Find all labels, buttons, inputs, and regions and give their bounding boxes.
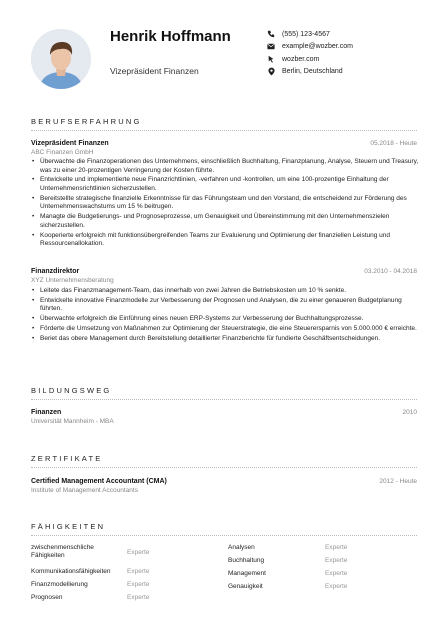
skills-column-left — [31, 543, 211, 605]
skill-level: Experte — [127, 594, 150, 601]
skill-name: Prognosen — [31, 594, 63, 601]
list-item: • Kooperierte erfolgreich mit funktionsübergreifenden Teams zur Evaluierung und Optimierung der finanziellen Leistung und Ressourcenallokation. — [31, 232, 421, 249]
skill-level: Experte — [127, 568, 150, 575]
skill-name: Genauigkeit — [228, 583, 263, 590]
skill-level: Experte — [325, 583, 348, 590]
skill-item — [228, 556, 418, 569]
skill-level: Experte — [325, 544, 348, 551]
skill-item — [228, 543, 418, 556]
list-item: • Managte die Budgetierungs- und Prognoseprozesse, um Genauigkeit und Übereinstimmung mit den Unternehmenszielen sicherzustellen. — [31, 213, 421, 230]
candidate-title: Vizepräsident Finanzen — [110, 66, 199, 76]
contact-location — [266, 66, 353, 79]
job-company: ABC Finanzen GmbH — [31, 149, 94, 156]
skills-divider — [31, 535, 417, 536]
skill-level: Experte — [325, 557, 348, 564]
envelope-icon — [266, 42, 276, 52]
contact-phone — [266, 28, 353, 41]
link-icon — [266, 54, 276, 64]
education-heading: BILDUNGSWEG — [31, 386, 112, 395]
skill-name: Kommunikationsfähigkeiten — [31, 568, 111, 575]
skills-column-right — [228, 543, 418, 595]
skill-item — [31, 566, 211, 579]
education-divider — [31, 399, 417, 400]
candidate-name: Henrik Hoffmann — [110, 28, 231, 45]
profile-photo — [31, 29, 91, 89]
experience-heading: BERUFSERFAHRUNG — [31, 117, 142, 126]
certificate-issuer: Institute of Management Accountants — [31, 487, 138, 494]
certificate-date: 2012 - Heute — [379, 478, 417, 485]
education-date: 2010 — [402, 409, 417, 416]
skill-name: Management — [228, 570, 266, 577]
skill-item — [228, 582, 418, 595]
experience-divider — [31, 130, 417, 131]
skill-name: Finanzmodellierung — [31, 581, 88, 588]
list-item: • Entwickelte und implementierte neue Finanzrichtlinien, -verfahren und -kontrollen, um eine 100-prozentige Einhaltung der Unternehmensrichtlinien sicherzustellen. — [31, 176, 421, 193]
skill-level: Experte — [127, 581, 150, 588]
skill-item — [31, 592, 211, 605]
phone-icon — [266, 29, 276, 39]
location-pin-icon — [266, 67, 276, 77]
education-title: Finanzen — [31, 409, 62, 416]
skill-level: Experte — [127, 549, 150, 556]
skill-level: Experte — [325, 570, 348, 577]
list-item: • Bereitstellte strategische finanzielle Erkenntnisse für das Führungsteam und den Vorstand, die entscheidend zur Förderung des Unternehmenswachstums um 15 % beitrugen. — [31, 195, 421, 212]
contact-website — [266, 53, 353, 66]
skill-name: zwischenmenschliche Fähigkeiten — [31, 544, 94, 559]
contact-list — [266, 28, 353, 78]
skill-item — [31, 579, 211, 592]
job-title: Finanzdirektor — [31, 268, 80, 275]
skill-name: Analysen — [228, 544, 255, 551]
job-bullets — [31, 158, 421, 250]
contact-phone-text: (555) 123-4567 — [282, 30, 330, 38]
contact-email — [266, 41, 353, 54]
certificates-heading: ZERTIFIKATE — [31, 454, 103, 463]
list-item: • Überwachte die Finanzoperationen des Unternehmens, einschließlich Buchhaltung, Finanzplanung, Analyse, Steuern und Treasury, was zu einer 20-prozentigen Verringerung der Kosten führte. — [31, 158, 421, 175]
skill-item — [31, 543, 211, 566]
skills-heading: FÄHIGKEITEN — [31, 522, 106, 531]
contact-location-text: Berlin, Deutschland — [282, 68, 343, 76]
list-item: • Förderte die Umsetzung von Maßnahmen zur Optimierung der Steuerstrategie, die eine Steuerersparnis von 5.000.000 € erreichte. — [31, 325, 421, 334]
certificates-divider — [31, 467, 417, 468]
list-item: • Beriet das obere Management durch Bereitstellung detaillierter Finanzberichte für fundierte Geschäftsentscheidungen. — [31, 335, 421, 344]
job-date: 03.2010 - 04.2018 — [364, 268, 417, 275]
job-date: 05.2018 - Heute — [370, 140, 417, 147]
certificate-title: Certified Management Accountant (CMA) — [31, 478, 167, 485]
list-item: • Leitete das Finanzmanagement-Team, das innerhalb von zwei Jahren die Betriebskosten um 10 % senkte. — [31, 287, 421, 296]
job-title: Vizepräsident Finanzen — [31, 140, 109, 147]
list-item: • Überwachte erfolgreich die Einführung eines neuen ERP-Systems zur Verbesserung der Buchhaltungsprozesse. — [31, 315, 421, 324]
skill-name: Buchhaltung — [228, 557, 265, 564]
contact-website-text: wozber.com — [282, 55, 320, 63]
education-school: Universität Mannheim - MBA — [31, 418, 114, 425]
skill-item — [228, 569, 418, 582]
list-item: • Entwickelte innovative Finanzmodelle zur Verbesserung der Prognosen und Analysen, die zu einer genaueren Budgetplanung führten. — [31, 297, 421, 314]
contact-email-text: example@wozber.com — [282, 43, 353, 51]
job-bullets — [31, 287, 421, 345]
job-company: XYZ Unternehmensberatung — [31, 277, 114, 284]
